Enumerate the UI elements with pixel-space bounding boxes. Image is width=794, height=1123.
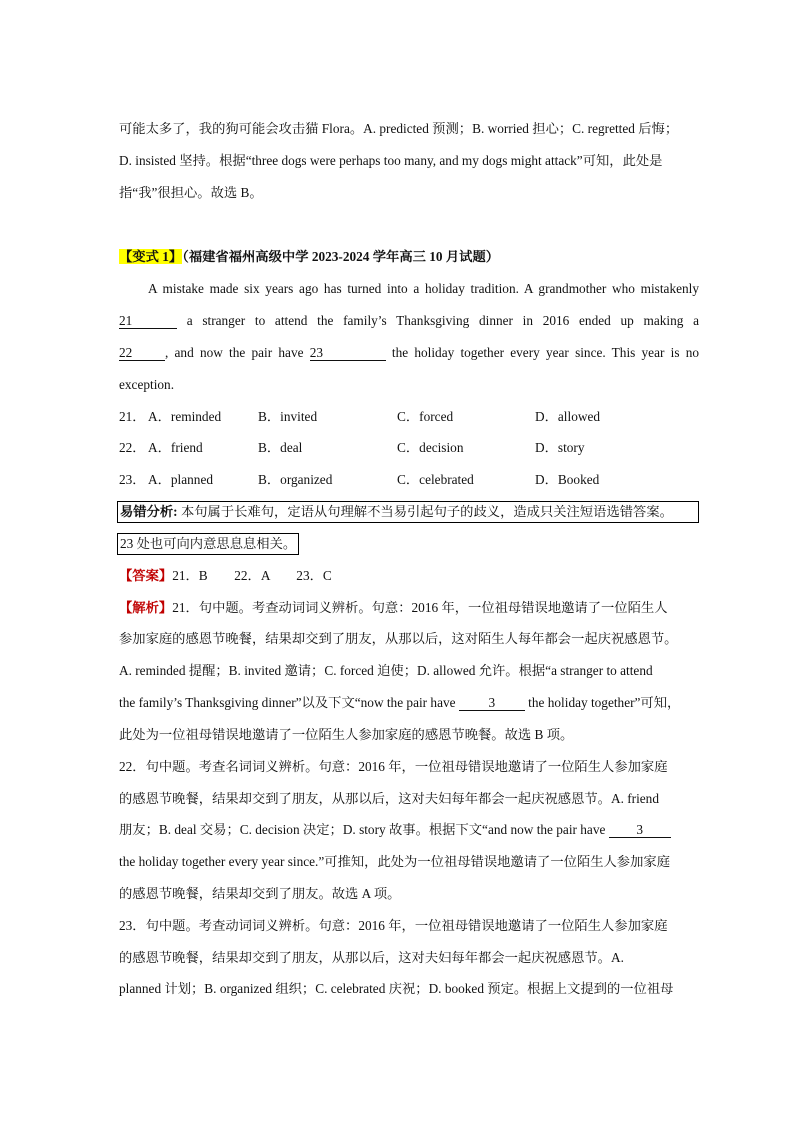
analysis-text: 朋友；B. deal 交易；C. decision 决定；D. story 故事。根据下文“and now the pair have — [119, 822, 609, 837]
option-a: A．planned — [148, 472, 213, 487]
analysis-label: 【解析】 — [119, 600, 173, 615]
analysis-text: the family’s Thanksgiving dinner”以及下文“now the pair have — [119, 695, 459, 710]
option-d: D．allowed — [535, 409, 600, 424]
option-b: B．organized — [258, 472, 333, 487]
variant-heading — [119, 247, 699, 267]
note-box: 23 处也可向内意思息息相关。 — [117, 533, 299, 555]
analysis-line — [119, 598, 699, 618]
analysis-line: A. reminded 提醒；B. invited 邀请；C. forced 迫使；D. allowed 允许。根据“a stranger to attend — [119, 663, 653, 678]
blank-22: 22 — [119, 345, 165, 361]
blank-3: 3 — [609, 822, 671, 838]
note-box — [117, 501, 699, 523]
option-a: A．friend — [148, 440, 203, 455]
passage-line: exception. — [119, 377, 175, 392]
answer-label: 【答案】 — [119, 568, 173, 583]
analysis-line — [119, 820, 699, 840]
option-num: 21． — [119, 409, 146, 424]
answer-line — [119, 566, 699, 586]
analysis-text: 21．句中题。考查动词词义辨析。句意：2016 年，一位祖母错误地邀请了一位陌生人 — [172, 600, 668, 615]
analysis-line: 此处为一位祖母错误地邀请了一位陌生人参加家庭的感恩节晚餐。故选 B 项。 — [119, 727, 574, 742]
option-b: B．invited — [258, 409, 318, 424]
option-c: C．forced — [397, 409, 454, 424]
passage-text: , and now the pair have — [165, 345, 310, 360]
option-c: C．decision — [397, 440, 464, 455]
answer-text: 21．B 22．A 23．C — [172, 568, 332, 583]
analysis-line: 的感恩节晚餐，结果却交到了朋友，从那以后，这对夫妇每年都会一起庆祝感恩节。A. friend — [119, 791, 659, 806]
passage-text: the holiday together every year since. This year is no — [385, 345, 699, 360]
passage-line — [119, 343, 699, 363]
text-line: 指“我”很担心。故选 B。 — [119, 185, 263, 200]
text-line: D. insisted 坚持。根据“three dogs were perhaps too many, and my dogs might attack”可知，此处是 — [119, 153, 663, 168]
analysis-line: 的感恩节晚餐，结果却交到了朋友，从那以后，这对夫妇每年都会一起庆祝感恩节。A. — [119, 950, 624, 965]
analysis-line: planned 计划；B. organized 组织；C. celebrated 庆祝；D. booked 预定。根据上文提到的一位祖母 — [119, 981, 674, 996]
analysis-line — [119, 693, 699, 713]
analysis-line: the holiday together every year since.”可推知，此处为一位祖母错误地邀请了一位陌生人参加家庭 — [119, 854, 670, 869]
analysis-line: 参加家庭的感恩节晚餐，结果却交到了朋友，从那以后，这对陌生人每年都会一起庆祝感恩节。 — [119, 631, 678, 646]
option-c: C．celebrated — [397, 472, 474, 487]
note-label: 易错分析: — [120, 504, 178, 519]
passage-line — [119, 311, 699, 331]
option-num: 22． — [119, 440, 146, 455]
passage-text: a stranger to attend the family’s Thanksgiving dinner in 2016 ended up making a — [177, 313, 699, 328]
option-num: 23． — [119, 472, 146, 487]
blank-21: 21 — [119, 313, 177, 329]
variant-source: （福建省福州高级中学 2023-2024 学年高三 10 月试题） — [182, 249, 500, 264]
text-line: 可能太多了，我的狗可能会攻击猫 Flora。A. predicted 预测；B. worried 担心；C. regretted 后悔； — [119, 121, 679, 136]
analysis-text: the holiday together”可知， — [524, 695, 681, 710]
analysis-line: 23．句中题。考查动词词义辨析。句意：2016 年，一位祖母错误地邀请了一位陌生人参加家庭 — [119, 918, 668, 933]
option-d: D．story — [535, 440, 585, 455]
passage-line: A mistake made six years ago has turned into a holiday tradition. A grandmother who mistakenly — [148, 281, 699, 296]
option-a: A．reminded — [148, 409, 222, 424]
option-b: B．deal — [258, 440, 303, 455]
variant-tag: 【变式 1】 — [119, 249, 183, 264]
blank-23: 23 — [310, 345, 386, 361]
option-d: D．Booked — [535, 472, 600, 487]
analysis-line: 的感恩节晚餐，结果却交到了朋友。故选 A 项。 — [119, 886, 401, 901]
note-text: 本句属于长难句，定语从句理解不当易引起句子的歧义，造成只关注短语选错答案。 — [177, 504, 673, 519]
blank-3: 3 — [459, 695, 525, 711]
analysis-line: 22．句中题。考查名词词义辨析。句意：2016 年，一位祖母错误地邀请了一位陌生人参加家庭 — [119, 759, 668, 774]
